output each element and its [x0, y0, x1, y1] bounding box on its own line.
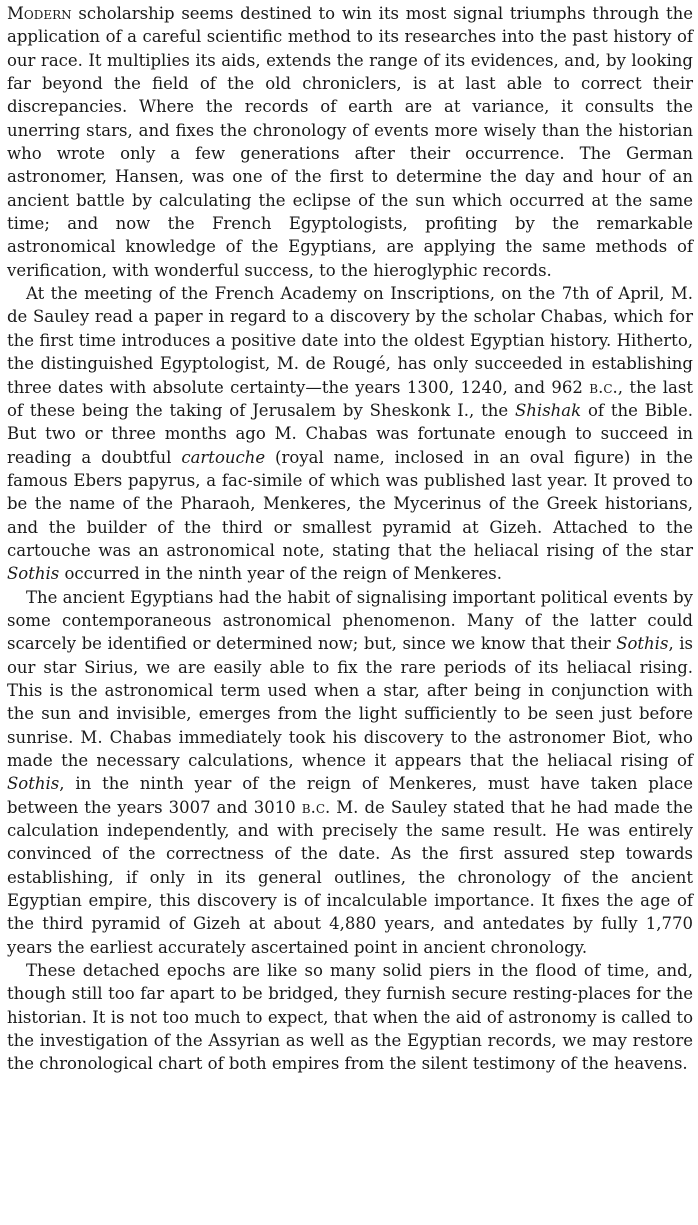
- italic-term-cartouche: cartouche: [181, 447, 266, 467]
- era-abbreviation: b.c.: [589, 377, 618, 397]
- article-page: [7, 2, 693, 1076]
- paragraph-1-text: scholarship seems destined to win its most signal triumphs through the application of a careful scientific method to its researches into the past history of our race. It multiplies its aids, extends the range of its evidences, and, by looking far beyond the field of the old chroniclers, is at last able to correct their discrepancies. Where the records of earth are at variance, it consults the unerring stars, and fixes the chronology of events more wisely than the historian who wrote only a few generations after their occurrence. The German astronomer, Hansen, was one of the first to determine the day and hour of an ancient battle by calculating the eclipse of the sun which occurred at the same time; and now the French Egyptologists, profiting by the remarkable astronomical knowledge of the Egyptians, are applying the same methods of verification, with wonderful success, to the hieroglyphic records.: [7, 4, 693, 280]
- paragraph-4-text: These detached epochs are like so many solid piers in the flood of time, and, though still too far apart to be bridged, they furnish secure resting-places for the historian. It is not too much to expect, that when the aid of astronomy is called to the investigation of the Assyrian as well as the Egyptian records, we may restore the chronological chart of both empires from the silent testimony of the heavens.: [7, 961, 693, 1074]
- paragraph-2-text-c: of the Bible. But two or three months ago M. Chabas was fortunate enough to succeed in reading a doubtful: [7, 400, 693, 467]
- paragraph-3-text-a: The ancient Egyptians had the habit of signalising important political events by some contemporaneous astronomical phenomenon. Many of the latter could scarcely be identified or determined now; but, since we know that their: [7, 587, 693, 654]
- paragraph-2-text-a: At the meeting of the French Academy on Inscriptions, on the 7th of April, M. de Sauley read a paper in regard to a discovery by the scholar Chabas, which for the first time introduces a positive date into the oldest Egyptian history. Hitherto, the distinguished Egyptologist, M. de Rougé, has only succeeded in establishing three dates with absolute certainty—the years 1300, 1240, and 962: [7, 284, 693, 397]
- paragraph-3-text-c: , in the ninth year of the reign of Menkeres, must have taken place between the years 3007 and 3010: [7, 774, 693, 817]
- paragraph-2-text-d: (royal name, inclosed in an oval figure) in the famous Ebers papyrus, a fac-simile of which was published last year. It proved to be the name of the Pharaoh, Menkeres, the Mycerinus of the Greek historians, and the builder of the third or smallest pyramid at Gizeh. Attached to the cartouche was an astronomical note, stating that the heliacal rising of the star: [7, 447, 693, 560]
- paragraph-2-text-b: , the last of these being the taking of Jerusalem by Sheskonk I., the: [7, 377, 693, 420]
- paragraph-3: [7, 586, 693, 960]
- paragraph-3-text-d: M. de Sauley stated that he had made the calculation independently, and with precisely the same result. He was entirely convinced of the correctness of the date. As the first assured step towards establishing, if only in its general outlines, the chronology of the ancient Egyptian empire, this discovery is of incalculable importance. It fixes the age of the third pyramid of Gizeh at about 4,880 years, and antedates by fully 1,770 years the earliest accurately ascertained point in ancient chronology.: [7, 797, 694, 957]
- paragraph-2-text-e: occurred in the ninth year of the reign of Menkeres.: [59, 564, 503, 584]
- italic-term-sothis: Sothis: [7, 774, 60, 794]
- paragraph-2: [7, 282, 693, 585]
- paragraph-1: [7, 2, 693, 282]
- era-abbreviation: b.c.: [301, 797, 331, 817]
- paragraph-4: [7, 959, 693, 1076]
- italic-term-shishak: Shishak: [514, 400, 582, 420]
- italic-term-sothis: Sothis: [616, 634, 669, 654]
- paragraph-3-text-b: , is our star Sirius, we are easily able to fix the rare periods of its heliacal rising. This is the astronomical term used when a star, after being in conjunction with the sun and invisible, emerges from the light sufficiently to be seen just before sunrise. M. Chabas immediately took his discovery to the astronomer Biot, who made the necessary calculations, whence it appears that the heliacal rising of: [7, 634, 693, 770]
- italic-term-sothis: Sothis: [7, 564, 60, 584]
- lead-word: Modern: [7, 4, 72, 23]
